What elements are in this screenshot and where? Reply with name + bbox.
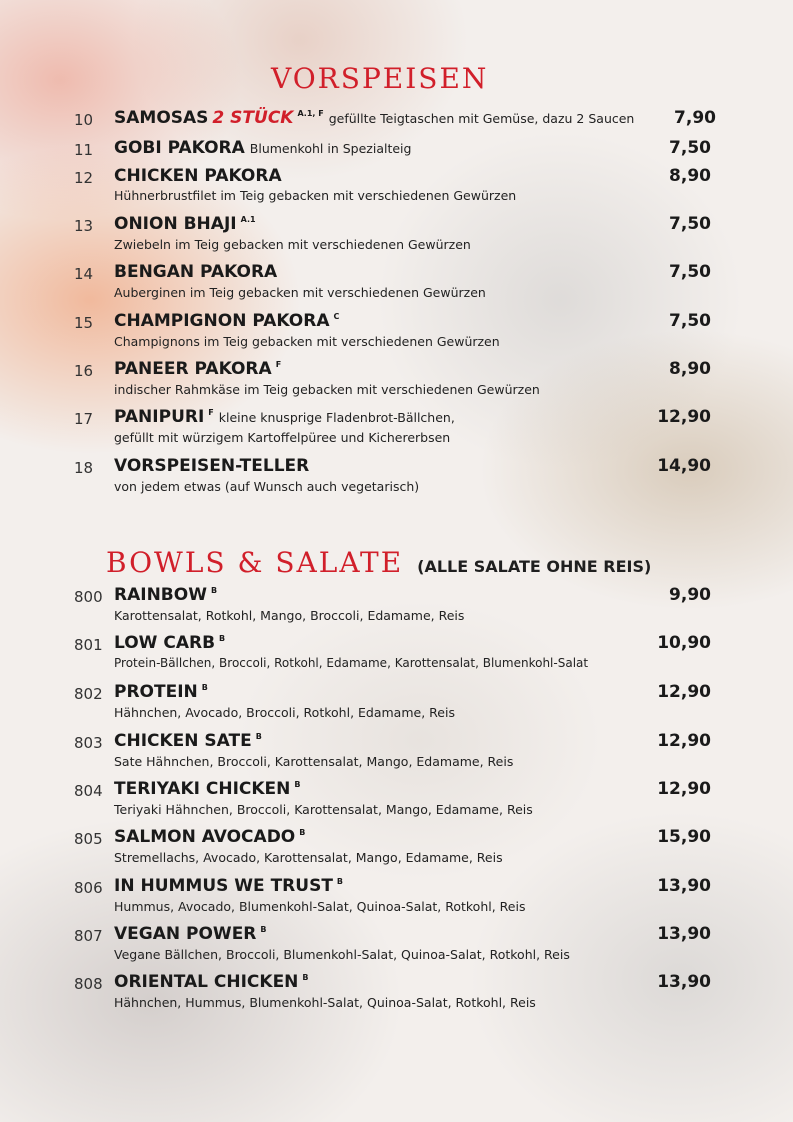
menu-item xyxy=(0,407,793,457)
item-name-text: IN HUMMUS WE TRUST xyxy=(114,876,333,896)
section-title-bowls xyxy=(106,546,651,579)
item-price: 7,50 xyxy=(669,311,711,331)
item-number: 12 xyxy=(74,169,94,187)
item-name xyxy=(114,924,267,944)
item-name xyxy=(114,779,301,799)
item-description: Karottensalat, Rotkohl, Mango, Broccoli, Edamame, Reis xyxy=(114,608,465,623)
item-number: 804 xyxy=(74,782,103,800)
item-price: 13,90 xyxy=(657,876,711,896)
item-description: indischer Rahmkäse im Teig gebacken mit verschiedenen Gewürzen xyxy=(114,382,540,397)
item-name xyxy=(114,166,282,186)
item-name-text: CHICKEN SATE xyxy=(114,731,252,751)
allergen-codes: A.1, F xyxy=(297,109,324,118)
allergen-codes: B xyxy=(260,925,267,934)
menu-item xyxy=(0,731,793,781)
allergen-codes: B xyxy=(302,973,309,982)
item-price: 7,50 xyxy=(669,214,711,234)
item-name xyxy=(114,827,305,847)
allergen-codes: F xyxy=(275,360,282,369)
item-name xyxy=(114,359,281,379)
item-number: 808 xyxy=(74,975,103,993)
item-price: 9,90 xyxy=(669,585,711,605)
item-name-text: ORIENTAL CHICKEN xyxy=(114,972,299,992)
item-name-text: RAINBOW xyxy=(114,585,207,605)
allergen-codes: B xyxy=(336,877,344,886)
item-name xyxy=(114,585,217,605)
item-name-text: BENGAN PAKORA xyxy=(114,262,278,282)
menu-item xyxy=(0,682,793,732)
item-name xyxy=(114,633,225,653)
item-name-text: LOW CARB xyxy=(114,633,216,653)
item-price: 7,50 xyxy=(669,262,711,282)
menu-item xyxy=(0,214,793,264)
item-name xyxy=(114,407,455,427)
item-number: 17 xyxy=(74,410,94,428)
item-name-text: GOBI PAKORA xyxy=(114,138,245,158)
allergen-codes: B xyxy=(219,634,226,643)
item-description: Hühnerbrustfilet im Teig gebacken mit verschiedenen Gewürzen xyxy=(114,188,517,203)
menu-item xyxy=(0,585,793,635)
item-name xyxy=(114,456,309,476)
menu-item xyxy=(0,311,793,361)
section-note: (ALLE SALATE OHNE REIS) xyxy=(417,557,652,576)
item-name xyxy=(114,682,208,702)
item-price: 12,90 xyxy=(657,731,711,751)
item-number: 10 xyxy=(74,111,94,129)
item-price: 13,90 xyxy=(657,924,711,944)
item-description: Champignons im Teig gebacken mit verschiedenen Gewürzen xyxy=(114,334,500,349)
item-price: 12,90 xyxy=(657,779,711,799)
item-name-text: SAMOSAS xyxy=(114,108,209,128)
item-description: Hähnchen, Avocado, Broccoli, Rotkohl, Edamame, Reis xyxy=(114,705,455,720)
menu-item xyxy=(0,456,793,506)
item-number: 13 xyxy=(74,217,94,235)
item-price: 7,50 xyxy=(669,138,711,158)
item-price: 12,90 xyxy=(657,407,711,427)
allergen-codes: B xyxy=(299,828,306,837)
item-name-text: CHICKEN PAKORA xyxy=(114,166,282,186)
item-price: 7,90 xyxy=(674,108,716,128)
item-description: Hähnchen, Hummus, Blumenkohl-Salat, Quinoa-Salat, Rotkohl, Reis xyxy=(114,995,536,1010)
item-description: Zwiebeln im Teig gebacken mit verschiedenen Gewürzen xyxy=(114,237,471,252)
item-number: 806 xyxy=(74,879,103,897)
allergen-codes: A.1 xyxy=(240,215,256,224)
item-name-text: ONION BHAJI xyxy=(114,214,237,234)
item-description: Teriyaki Hähnchen, Broccoli, Karottensalat, Mango, Edamame, Reis xyxy=(114,802,533,817)
item-price: 10,90 xyxy=(657,633,711,653)
item-name xyxy=(114,138,411,158)
item-name xyxy=(114,311,339,331)
item-number: 15 xyxy=(74,314,94,332)
allergen-codes: B xyxy=(294,780,301,789)
item-number: 801 xyxy=(74,636,103,654)
allergen-codes: B xyxy=(255,732,262,741)
item-price: 12,90 xyxy=(657,682,711,702)
section-title-text: VORSPEISEN xyxy=(271,62,489,95)
item-number: 805 xyxy=(74,830,103,848)
item-number: 18 xyxy=(74,459,94,477)
item-price: 15,90 xyxy=(657,827,711,847)
item-price: 14,90 xyxy=(657,456,711,476)
item-quantity: 2 STÜCK xyxy=(212,108,294,128)
item-number: 803 xyxy=(74,734,103,752)
item-description: gefüllt mit würzigem Kartoffelpüree und Kichererbsen xyxy=(114,430,451,445)
item-name-text: CHAMPIGNON PAKORA xyxy=(114,311,330,331)
item-price: 13,90 xyxy=(657,972,711,992)
item-description: Protein-Bällchen, Broccoli, Rotkohl, Edamame, Karottensalat, Blumenkohl-Salat xyxy=(114,656,589,670)
item-description-inline: gefüllte Teigtaschen mit Gemüse, dazu 2 Saucen xyxy=(328,111,635,126)
item-name-text: PANIPURI xyxy=(114,407,205,427)
item-number: 14 xyxy=(74,265,94,283)
menu-item xyxy=(0,166,793,216)
menu-item xyxy=(0,876,793,926)
menu-item xyxy=(0,827,793,877)
item-name xyxy=(114,731,262,751)
allergen-codes: C xyxy=(333,312,340,321)
item-name xyxy=(114,972,309,992)
item-description: Stremellachs, Avocado, Karottensalat, Mango, Edamame, Reis xyxy=(114,850,503,865)
section-title-text: BOWLS & SALATE xyxy=(106,546,404,579)
item-description: Sate Hähnchen, Broccoli, Karottensalat, Mango, Edamame, Reis xyxy=(114,754,514,769)
allergen-codes: B xyxy=(210,586,218,595)
item-name xyxy=(114,262,277,282)
item-name xyxy=(114,108,634,128)
item-name-text: PANEER PAKORA xyxy=(114,359,272,379)
item-description: Vegane Bällchen, Broccoli, Blumenkohl-Salat, Quinoa-Salat, Rotkohl, Reis xyxy=(114,947,570,962)
item-number: 807 xyxy=(74,927,103,945)
item-description: Hummus, Avocado, Blumenkohl-Salat, Quinoa-Salat, Rotkohl, Reis xyxy=(114,899,526,914)
item-price: 8,90 xyxy=(669,359,711,379)
item-description: Auberginen im Teig gebacken mit verschiedenen Gewürzen xyxy=(114,285,486,300)
menu-item xyxy=(0,972,793,1022)
item-number: 16 xyxy=(74,362,94,380)
item-number: 802 xyxy=(74,685,103,703)
section-title-vorspeisen xyxy=(271,62,488,95)
menu-item xyxy=(0,262,793,312)
item-name-text: VORSPEISEN-TELLER xyxy=(114,456,310,476)
item-description: von jedem etwas (auf Wunsch auch vegetarisch) xyxy=(114,479,420,494)
item-name-text: TERIYAKI CHICKEN xyxy=(114,779,291,799)
menu-item xyxy=(0,359,793,409)
allergen-codes: B xyxy=(201,683,208,692)
item-description-inline: kleine knusprige Fladenbrot-Bällchen, xyxy=(218,410,455,425)
item-name xyxy=(114,876,343,896)
item-name-text: VEGAN POWER xyxy=(114,924,257,944)
item-name-text: PROTEIN xyxy=(114,682,198,702)
menu-item xyxy=(0,633,793,683)
item-description-inline: Blumenkohl in Spezialteig xyxy=(249,141,412,156)
item-number: 11 xyxy=(74,141,94,159)
item-name-text: SALMON AVOCADO xyxy=(114,827,296,847)
item-number: 800 xyxy=(74,588,103,606)
allergen-codes: F xyxy=(208,408,214,417)
item-price: 8,90 xyxy=(669,166,711,186)
item-name xyxy=(114,214,256,234)
menu-item xyxy=(0,924,793,974)
menu-item xyxy=(0,779,793,829)
